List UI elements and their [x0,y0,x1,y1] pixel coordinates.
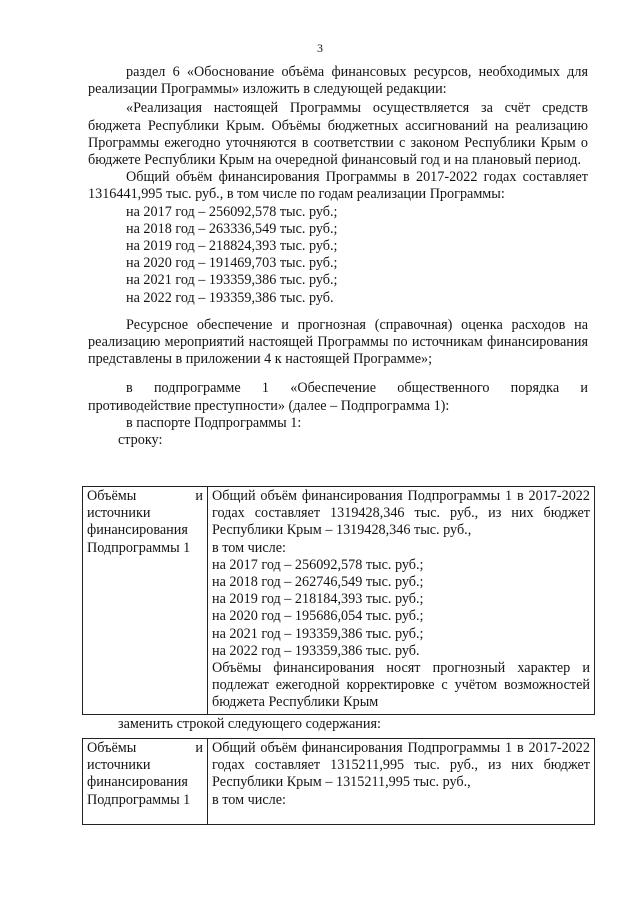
program-years-list [88,204,588,307]
section6-para2: Общий объём финансирования Программы в 2017-2022 годах составляет 1316441,995 тыс. руб., в том числе по годам реализации Программы: [88,169,588,203]
new-label-line4: Подпрограммы 1 [87,791,191,808]
section6-para1: «Реализация настоящей Программы осуществляется за счёт средств бюджета Республики Крым. Объёмы бюджетных ассигнований на реализацию Программы ежегодно уточняются в соответствии с законом Республики Крым о бюджете Республики Крым на очередной финансовый год и на плановый период. [88,100,588,169]
old-year-item: на 2019 год – 218184,393 тыс. руб.; [212,591,424,608]
old-note: Объёмы финансирования носят прогнозный характер и подлежат ежегодной корректировке с учётом возможностей бюджета Республики Крым [212,660,590,711]
old-label-cell [83,487,208,715]
old-intro: Общий объём финансирования Подпрограммы 1 в 2017-2022 годах составляет 1319428,346 тыс. руб., из них бюджет Республики Крым – 1319428,346 тыс. руб., [212,488,590,539]
passport-line: в паспорте Подпрограммы 1: [126,414,302,431]
program-year-item: на 2022 год – 193359,386 тыс. руб. [126,289,334,306]
old-label-line3: финансирования [87,522,188,539]
new-incl: в том числе: [212,791,286,808]
old-year-item: на 2018 год – 262746,549 тыс. руб.; [212,574,424,591]
new-row-table [82,738,595,825]
old-label-line2: источники [87,505,151,522]
old-year-item: на 2017 год – 256092,578 тыс. руб.; [212,556,424,573]
old-content-cell [208,487,595,715]
section6-block [88,64,588,449]
section6-intro: раздел 6 «Обоснование объёма финансовых ресурсов, необходимых для реализации Программы» изложить в следующей редакции: [88,64,588,98]
new-label-line2: источники [87,757,151,774]
old-year-item: на 2020 год – 195686,054 тыс. руб.; [212,608,424,625]
new-intro: Общий объём финансирования Подпрограммы 1 в 2017-2022 годах составляет 1315211,995 тыс. руб., из них бюджет Республики Крым – 1315211,995 тыс. руб., [212,740,590,791]
new-label-cell [83,739,208,825]
old-row-table [82,486,595,715]
old-label-line4: Подпрограммы 1 [87,539,191,556]
old-year-item: на 2022 год – 193359,386 тыс. руб. [212,642,420,659]
new-content-cell [208,739,595,825]
replace-block [88,716,588,733]
program-year-item: на 2020 год – 191469,703 тыс. руб.; [126,255,338,272]
page-number: 3 [317,41,323,55]
new-label-line3: финансирования [87,774,188,791]
old-label-line1: Объёмы и [87,488,203,504]
program-year-item: на 2017 год – 256092,578 тыс. руб.; [126,203,338,220]
old-year-item: на 2021 год – 193359,386 тыс. руб.; [212,625,424,642]
program-year-item: на 2018 год – 263336,549 тыс. руб.; [126,220,338,237]
replace-line: заменить строкой следующего содержания: [118,716,381,732]
old-incl: в том числе: [212,539,286,556]
program-year-item: на 2021 год – 193359,386 тыс. руб.; [126,272,338,289]
new-label-line1: Объёмы и [87,740,203,756]
row-line: строку: [118,432,163,449]
section6-para3: Ресурсное обеспечение и прогнозная (справочная) оценка расходов на реализацию мероприятий настоящей Программы по источникам финансирования представлены в приложении 4 к настоящей Программе»; [88,316,588,368]
subprogram-intro: в подпрограмме 1 «Обеспечение общественного порядка и противодействие преступности» (далее – Подпрограмма 1): [88,380,588,414]
program-year-item: на 2019 год – 218824,393 тыс. руб.; [126,238,338,255]
